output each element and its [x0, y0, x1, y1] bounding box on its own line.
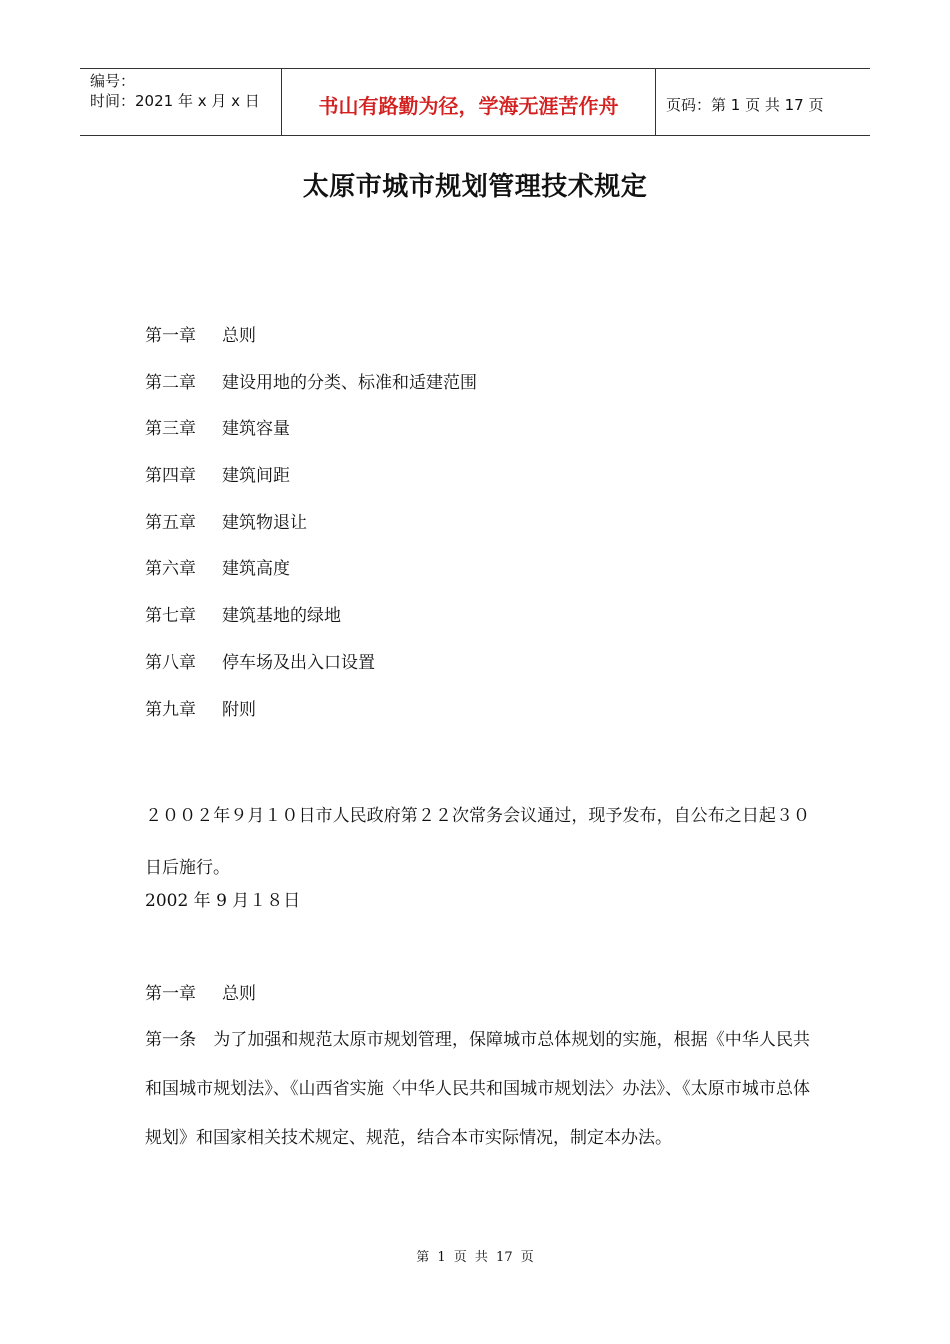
toc-chapter-title: 建筑物退让: [222, 512, 307, 533]
toc-chapter-number: 第七章: [145, 606, 196, 627]
toc-item: [145, 649, 477, 696]
toc-chapter-number: 第二章: [145, 372, 196, 393]
toc-chapter-title: 建筑容量: [222, 419, 290, 440]
toc-item: [145, 555, 477, 602]
article-1: 第一条 为了加强和规范太原市规划管理，保障城市总体规划的实施，根据《中华人民共和国城市规划法》、《山西省实施〈中华人民共和国城市规划法〉办法》、《太原市城市总体规划》和国家相关技术规定、规范，结合本市实际情况，制定本办法。: [145, 1030, 810, 1148]
toc-chapter-title: 附则: [222, 699, 256, 720]
table-of-contents: [145, 322, 477, 742]
toc-chapter-title: 建筑高度: [222, 559, 290, 580]
decree-paragraph: ２００２年９月１０日市人民政府第２２次常务会议通过，现予发布，自公布之日起３０日后施行。: [145, 806, 810, 878]
toc-item: [145, 462, 477, 509]
toc-item: [145, 602, 477, 649]
toc-chapter-number: 第四章: [145, 466, 196, 487]
header-table: [80, 68, 870, 136]
motto-text: 书山有路勤为径，学海无涯苦作舟: [318, 93, 619, 118]
toc-item: [145, 322, 477, 369]
toc-chapter-title: 建筑间距: [222, 466, 290, 487]
toc-chapter-title: 建筑基地的绿地: [222, 606, 341, 627]
toc-chapter-title: 停车场及出入口设置: [222, 652, 375, 673]
header-motto-cell: [282, 69, 656, 135]
toc-item: [145, 509, 477, 556]
toc-chapter-number: 第九章: [145, 699, 196, 720]
toc-chapter-number: 第八章: [145, 652, 196, 673]
header-meta-cell: [80, 69, 282, 135]
toc-chapter-title: 总则: [222, 326, 256, 346]
toc-item: [145, 696, 477, 743]
chapter-number: 第一章: [145, 984, 196, 1004]
toc-chapter-number: 第六章: [145, 559, 196, 580]
document-title: 太原市城市规划管理技术规定: [302, 172, 648, 202]
number-label: 编号：: [90, 72, 136, 90]
chapter-1-section: [145, 980, 810, 1163]
toc-chapter-number: 第三章: [145, 419, 196, 440]
toc-chapter-number: 第一章: [145, 326, 196, 346]
page-info: 页码：第 1 页 共 17 页: [666, 95, 824, 114]
header-page-cell: [656, 69, 870, 135]
toc-chapter-title: 建设用地的分类、标准和适建范围: [222, 372, 477, 393]
chapter-title: 总则: [222, 984, 256, 1004]
time-label: 时间：2021 年 x 月 x 日: [90, 92, 260, 110]
toc-item: [145, 415, 477, 462]
toc-item: [145, 369, 477, 416]
toc-chapter-number: 第五章: [145, 512, 196, 533]
publish-date: 2002 年 9 月１８日: [145, 891, 301, 911]
page-footer: 第 1 页 共 17 页: [416, 1250, 534, 1265]
